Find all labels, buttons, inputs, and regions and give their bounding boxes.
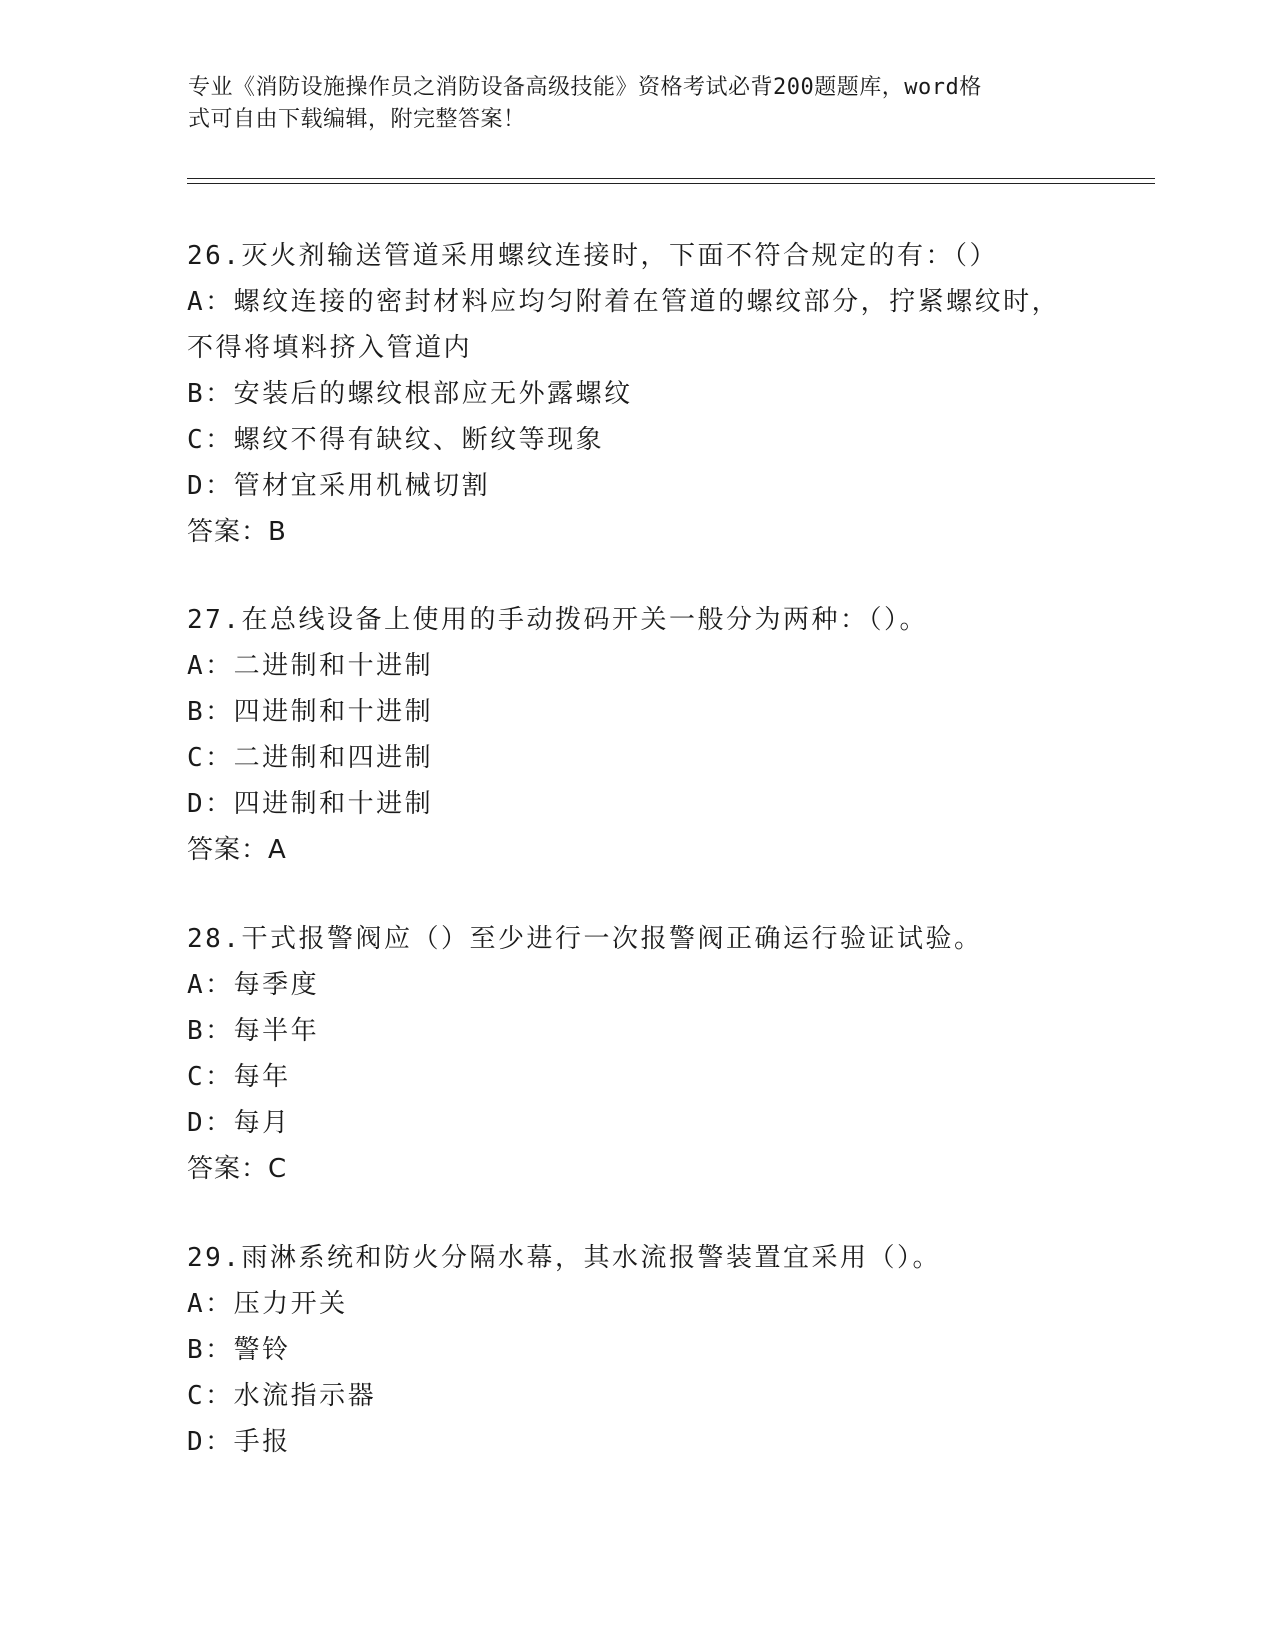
question-28 xyxy=(187,916,1087,1192)
option-a: A：压力开关 xyxy=(187,1289,348,1319)
header-divider-bottom xyxy=(187,183,1155,184)
option-d: D：手报 xyxy=(187,1427,291,1457)
header-line-2: 式可自由下载编辑，附完整答案！ xyxy=(188,107,526,132)
header-line-1: 专业《消防设施操作员之消防设备高级技能》资格考试必背200题题库，word格 xyxy=(188,75,982,100)
answer-text: 答案：B xyxy=(187,517,287,547)
option-b: B：安装后的螺纹根部应无外露螺纹 xyxy=(187,379,633,409)
option-c: C：每年 xyxy=(187,1062,291,1092)
option-a: A：螺纹连接的密封材料应均匀附着在管道的螺纹部分，拧紧螺纹时，不得将填料挤入管道内 xyxy=(187,287,1061,363)
question-stem: 29.雨淋系统和防火分隔水幕，其水流报警装置宜采用（）。 xyxy=(187,1243,941,1273)
option-a: A：每季度 xyxy=(187,970,320,1000)
answer-text: 答案：A xyxy=(187,835,287,865)
option-c: C：二进制和四进制 xyxy=(187,743,434,773)
question-stem: 27.在总线设备上使用的手动拨码开关一般分为两种：（）。 xyxy=(187,605,928,635)
question-29 xyxy=(187,1235,1087,1465)
option-d: D：每月 xyxy=(187,1108,291,1138)
option-d: D：四进制和十进制 xyxy=(187,789,434,819)
option-c: C：水流指示器 xyxy=(187,1381,377,1411)
document-header xyxy=(188,72,1068,136)
question-27 xyxy=(187,597,1087,873)
question-26 xyxy=(187,233,1087,555)
option-b: B：四进制和十进制 xyxy=(187,697,434,727)
question-stem: 26.灭火剂输送管道采用螺纹连接时，下面不符合规定的有：（） xyxy=(187,241,998,271)
option-c: C：螺纹不得有缺纹、断纹等现象 xyxy=(187,425,605,455)
answer-text: 答案：C xyxy=(187,1154,288,1184)
question-stem: 28.干式报警阀应（）至少进行一次报警阀正确运行验证试验。 xyxy=(187,924,983,954)
option-b: B：每半年 xyxy=(187,1016,320,1046)
header-divider-top xyxy=(187,178,1155,179)
option-a: A：二进制和十进制 xyxy=(187,651,434,681)
option-b: B：警铃 xyxy=(187,1335,291,1365)
option-d: D：管材宜采用机械切割 xyxy=(187,471,491,501)
